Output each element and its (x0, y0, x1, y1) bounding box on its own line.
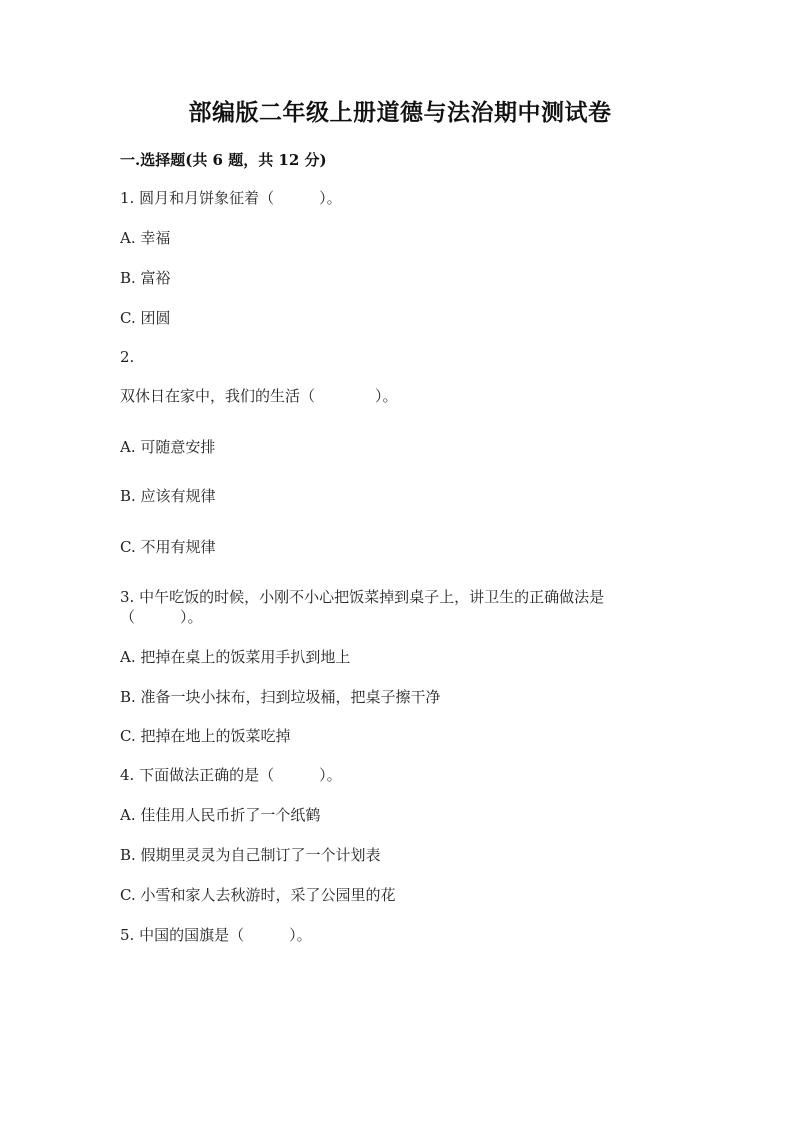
question-1-option-b: B. 富裕 (120, 269, 171, 287)
question-2-option-c: C. 不用有规律 (120, 538, 216, 556)
question-1-option-c: C. 团圆 (120, 309, 171, 327)
question-3-option-a: A. 把掉在桌上的饭菜用手扒到地上 (120, 648, 351, 666)
question-2-stem: 双休日在家中，我们的生活（ ）。 (120, 387, 398, 405)
question-1-option-a: A. 幸福 (120, 229, 171, 247)
question-3-stem-line-2: （ ）。 (120, 608, 203, 626)
question-3-stem-line-1: 3. 中午吃饭的时候，小刚不小心把饭菜掉到桌子上，讲卫生的正确做法是 (120, 588, 605, 606)
question-2-option-a: A. 可随意安排 (120, 438, 216, 456)
question-4-option-b: B. 假期里灵灵为自己制订了一个计划表 (120, 846, 381, 864)
question-2-option-b: B. 应该有规律 (120, 487, 216, 505)
question-3-option-b: B. 准备一块小抹布，扫到垃圾桶，把桌子擦干净 (120, 688, 441, 706)
section-heading: 一.选择题(共 6 题，共 12 分) (120, 151, 327, 169)
question-1-stem: 1. 圆月和月饼象征着（ ）。 (120, 189, 342, 207)
question-2-number: 2. (120, 348, 135, 366)
question-4-stem: 4. 下面做法正确的是（ ）。 (120, 766, 342, 784)
question-4-option-a: A. 佳佳用人民币折了一个纸鹤 (120, 806, 321, 824)
question-3-option-c: C. 把掉在地上的饭菜吃掉 (120, 727, 291, 745)
question-5-stem: 5. 中国的国旗是（ ）。 (120, 926, 312, 944)
document-title: 部编版二年级上册道德与法治期中测试卷 (188, 99, 612, 126)
question-4-option-c: C. 小雪和家人去秋游时，采了公园里的花 (120, 886, 396, 904)
